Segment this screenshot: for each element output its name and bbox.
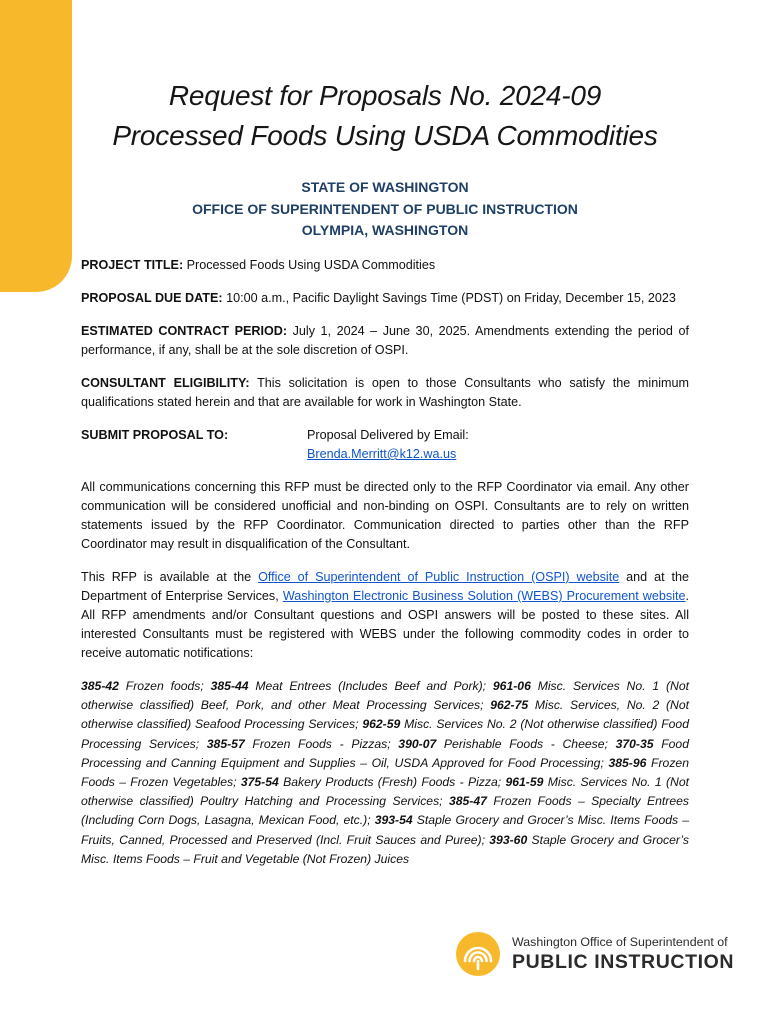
commodity-code: 393-60 [489, 832, 528, 847]
logo-text [512, 934, 734, 974]
submit-method: Proposal Delivered by Email: [307, 428, 469, 442]
due-date-value: 10:00 a.m., Pacific Daylight Savings Time (PDST) on Friday, December 15, 2023 [222, 291, 676, 305]
project-title-value: Processed Foods Using USDA Commodities [183, 258, 436, 272]
ospi-logo [455, 929, 735, 979]
commodity-description: Frozen Foods – Specialty Entrees (Including Corn Dogs, Lasagna, Mexican Food, etc.); [81, 794, 689, 828]
commodity-description: Food Processing and Canning Equipment and Supplies – Oil, USDA Approved for Food Processing; [81, 736, 689, 770]
contract-period-label: ESTIMATED CONTRACT PERIOD: [81, 324, 288, 338]
commodity-description: Misc. Services No. 1 (Not otherwise classified) Beef, Pork, and other Meat Processing Services; [81, 679, 689, 713]
commodity-code: 385-42 [81, 679, 119, 693]
commodity-code: 370-35 [615, 736, 654, 751]
coordinator-email-link[interactable]: Brenda.Merritt@k12.wa.us [307, 447, 457, 461]
submit-proposal-value [307, 426, 689, 464]
commodity-description: Meat Entrees (Includes Beef and Pork); [248, 679, 493, 693]
commodity-code: 961-06 [492, 679, 531, 693]
title-line-1: Request for Proposals No. 2024-09 [168, 80, 602, 111]
project-title-field [81, 256, 689, 275]
commodity-code: 390-07 [398, 736, 437, 751]
webs-procurement-link[interactable]: Washington Electronic Business Solution (WEBS) Procurement website [282, 589, 686, 603]
document-body [81, 256, 689, 881]
logo-line-1: Washington Office of Superintendent of [512, 935, 728, 949]
commodity-code: 385-44 [210, 679, 249, 693]
commodity-code: 961-59 [505, 775, 544, 790]
submit-proposal-field [81, 426, 689, 464]
commodity-description: Misc. Services No. 1 (Not otherwise classified) Poultry Hatching and Processing Services; [81, 775, 689, 809]
ospi-website-link[interactable]: Office of Superintendent of Public Instruction (OSPI) website [258, 570, 620, 584]
commodity-description: Staple Grocery and Grocer’s Misc. Items Foods – Fruit and Vegetable (Not Frozen) Juices [81, 832, 690, 866]
contract-period-field [81, 322, 689, 360]
commodity-description: Frozen foods; [118, 679, 211, 693]
commodity-code: 962-75 [490, 698, 529, 713]
commodity-description: Misc. Services No. 2 (Not otherwise classified) Food Processing Services; [81, 717, 689, 751]
agency-office: OFFICE OF SUPERINTENDENT OF PUBLIC INSTRUCTION [192, 200, 578, 217]
availability-text-2: and at the Department of Enterprise Services, [81, 570, 690, 603]
commodity-description: Perishable Foods - Cheese; [436, 736, 616, 751]
commodity-codes-list [81, 677, 689, 869]
document-title [0, 76, 770, 156]
commodity-code: 393-54 [374, 813, 413, 828]
due-date-field [81, 289, 689, 308]
communications-paragraph: All communications concerning this RFP must be directed only to the RFP Coordinator via email. Any other communication will be considered unofficial and non-binding on OSPI. Consultants are to rely on written statements issued by the RFP Coordinator. Communication directed to parties other than the RFP Coordinator may result in disqualification of the Consultant. [81, 480, 689, 551]
commodity-description: Frozen Foods – Frozen Vegetables; [81, 755, 689, 790]
agency-state: STATE OF WASHINGTON [301, 179, 469, 195]
ospi-sunburst-icon [455, 931, 501, 977]
commodity-description: Bakery Products (Fresh) Foods - Pizza; [278, 775, 506, 790]
commodity-description: Frozen Foods - Pizzas; [244, 736, 399, 751]
logo-line-2: PUBLIC INSTRUCTION [512, 951, 735, 973]
due-date-label: PROPOSAL DUE DATE: [81, 291, 223, 305]
commodity-code: 385-57 [206, 736, 245, 751]
availability-paragraph [81, 568, 689, 663]
agency-heading [0, 177, 770, 242]
commodity-code: 962-59 [362, 717, 401, 732]
availability-text-1: This RFP is available at the [81, 570, 259, 584]
commodity-code: 385-47 [448, 794, 487, 809]
eligibility-label: CONSULTANT ELIGIBILITY: [81, 376, 250, 390]
title-line-2: Processed Foods Using USDA Commodities [112, 120, 658, 151]
eligibility-value: This solicitation is open to those Consultants who satisfy the minimum qualifications stated herein and that are available for work in Washington State. [81, 376, 689, 409]
eligibility-field [81, 374, 689, 412]
commodity-code: 385-96 [608, 755, 647, 770]
submit-proposal-label: SUBMIT PROPOSAL TO: [81, 428, 229, 442]
agency-city: OLYMPIA, WASHINGTON [301, 222, 469, 238]
commodity-description: Misc. Services, No. 2 (Not otherwise classified) Seafood Processing Services; [81, 698, 689, 732]
commodity-code: 375-54 [240, 775, 279, 790]
contract-period-value: July 1, 2024 – June 30, 2025. Amendments extending the period of performance, if any, shall be at the sole discretion of OSPI. [81, 324, 689, 357]
commodity-description: Staple Grocery and Grocer’s Misc. Items Foods – Fruits, Canned, Processed and Preserved (Incl. Fruit Sauces and Puree); [81, 813, 689, 847]
availability-text-3: . All RFP amendments and/or Consultant questions and OSPI answers will be posted to these sites. All interested Consultants must be registered with WEBS under the following commodity codes in order to receive automatic notifications: [81, 589, 689, 660]
project-title-label: PROJECT TITLE: [81, 258, 184, 272]
